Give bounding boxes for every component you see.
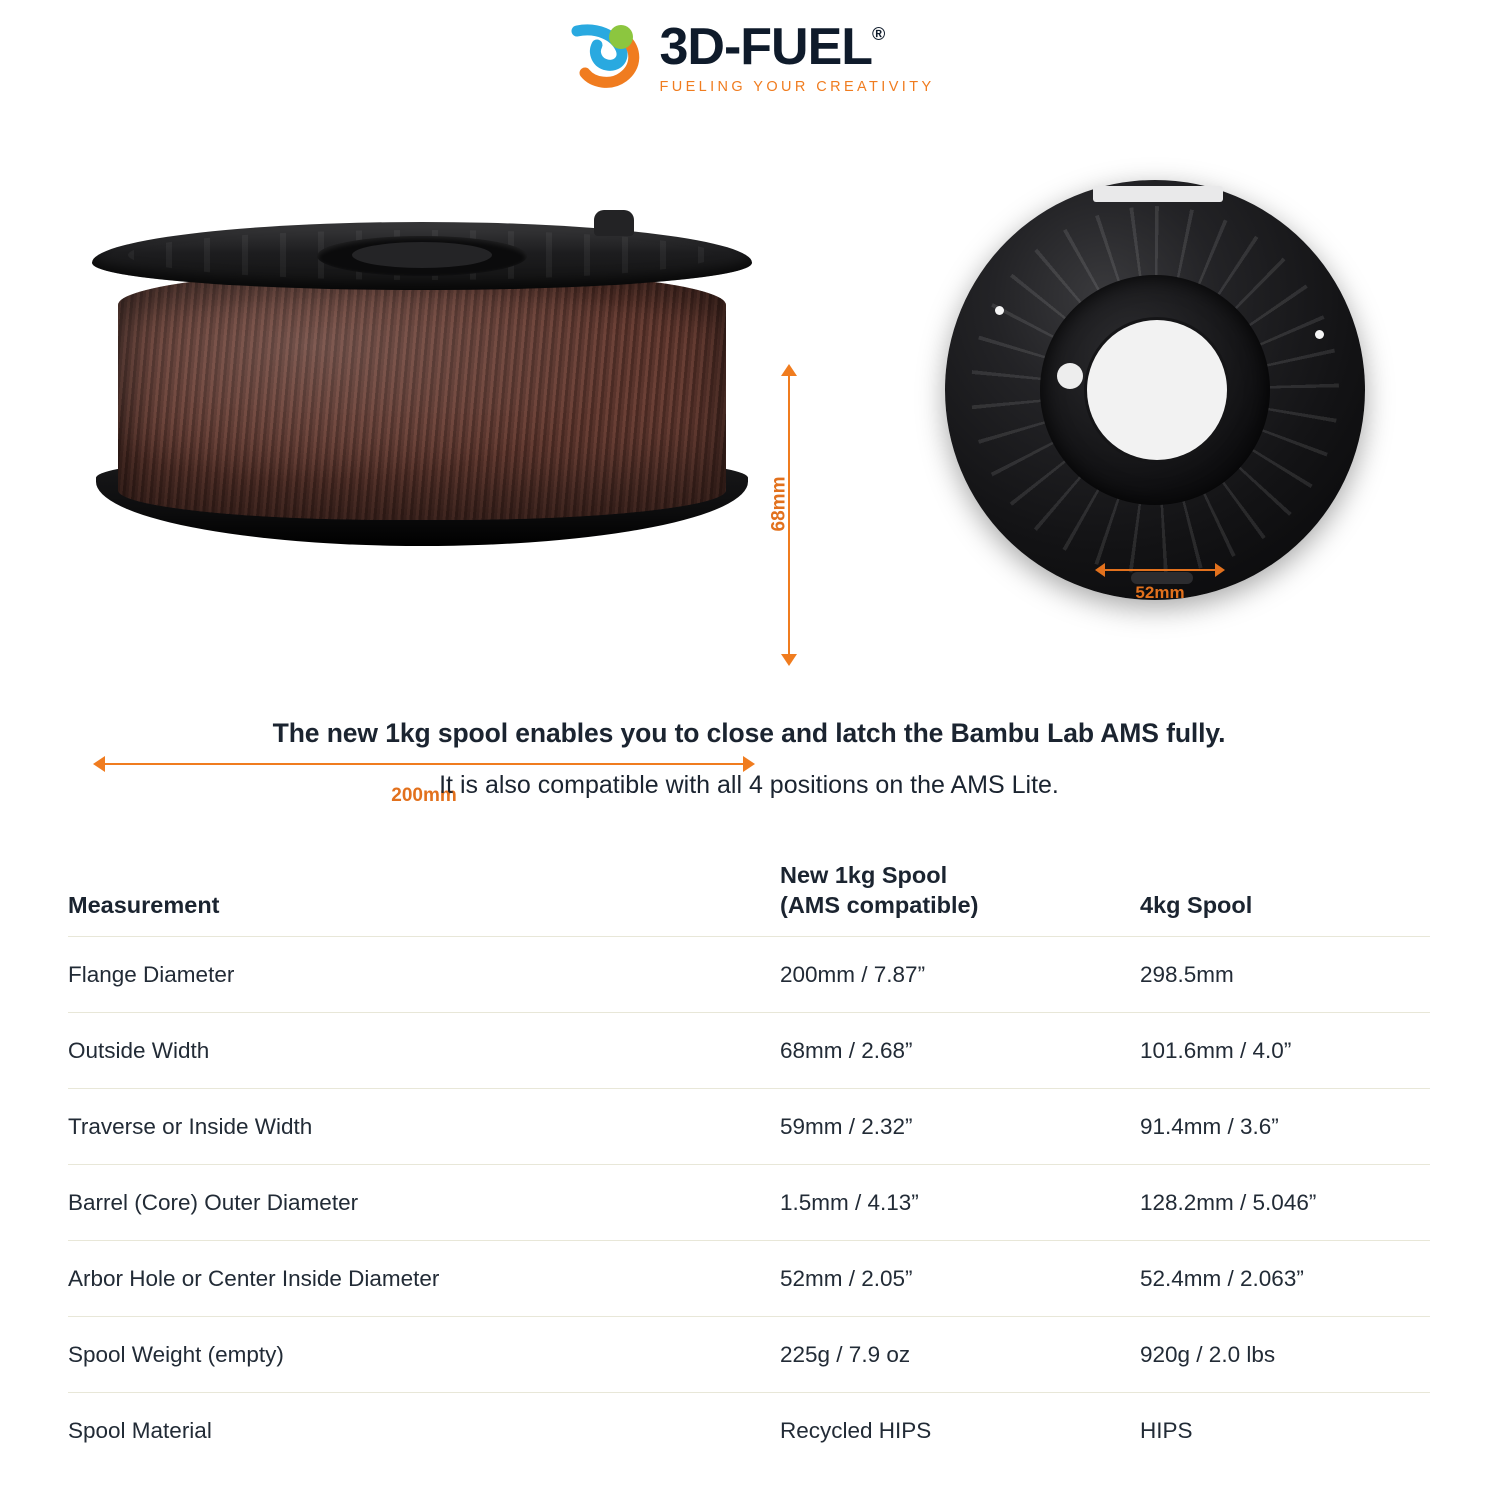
cell-4kg: 298.5mm: [1140, 937, 1430, 1013]
cell-measurement: Spool Weight (empty): [68, 1317, 780, 1393]
table-header-row: [68, 860, 1430, 937]
logo: [563, 15, 934, 101]
spec-table: [68, 860, 1430, 1468]
spool-vent-hole-right: [1315, 330, 1324, 339]
cell-measurement: Spool Material: [68, 1393, 780, 1469]
3d-fuel-swoosh-icon: [563, 15, 649, 101]
headline-line-1: The new 1kg spool enables you to close and latch the Bambu Lab AMS fully.: [272, 718, 1226, 748]
cell-measurement: Arbor Hole or Center Inside Diameter: [68, 1241, 780, 1317]
cell-measurement: Barrel (Core) Outer Diameter: [68, 1165, 780, 1241]
column-header-measurement: Measurement: [68, 892, 220, 919]
cell-4kg: 52.4mm / 2.063”: [1140, 1241, 1430, 1317]
cell-measurement: Flange Diameter: [68, 937, 780, 1013]
logo-brand: [659, 18, 934, 77]
brand-header: [0, 8, 1498, 108]
dimension-width-label: 200mm: [391, 785, 457, 806]
cell-new-1kg: Recycled HIPS: [780, 1393, 1140, 1469]
spool-vent-hole-left: [995, 306, 1004, 315]
cell-4kg: 128.2mm / 5.046”: [1140, 1165, 1430, 1241]
table-row: [68, 937, 1430, 1013]
spool-top-flange: [92, 222, 752, 290]
arrowhead-down-icon: [781, 654, 797, 666]
cell-measurement: Outside Width: [68, 1013, 780, 1089]
spool-top-notch: [1093, 186, 1223, 202]
table-row: [68, 1241, 1430, 1317]
table-row: [68, 1089, 1430, 1165]
arrowhead-left-icon: [1095, 563, 1105, 577]
cell-new-1kg: 225g / 7.9 oz: [780, 1317, 1140, 1393]
arrowhead-up-icon: [781, 364, 797, 376]
table-row: [68, 1393, 1430, 1469]
spool-hub-inner: [352, 242, 492, 268]
logo-tagline: FUELING YOUR CREATIVITY: [659, 79, 935, 96]
spool-arbor-hole: [1087, 320, 1227, 460]
logo-brand-text: 3D-FUEL: [659, 18, 873, 77]
spool-side-view-image: [92, 222, 752, 552]
cell-measurement: Traverse or Inside Width: [68, 1089, 780, 1165]
cell-4kg: 91.4mm / 3.6”: [1140, 1089, 1430, 1165]
cell-4kg: 920g / 2.0 lbs: [1140, 1317, 1430, 1393]
table-row: [68, 1165, 1430, 1241]
dimension-core-arrow: [1104, 569, 1216, 602]
filament-wound-brown: [118, 270, 726, 520]
cell-new-1kg: 68mm / 2.68”: [780, 1013, 1140, 1089]
arrowhead-right-icon: [1215, 563, 1225, 577]
dimension-height-arrow: [768, 375, 790, 655]
column-header-new-1kg-line2: (AMS compatible): [780, 892, 979, 919]
headline-block: [0, 718, 1498, 800]
cell-4kg: HIPS: [1140, 1393, 1430, 1469]
spec-table-head: [68, 860, 1430, 937]
column-header-new-1kg-line1: New 1kg Spool: [780, 862, 948, 888]
cell-new-1kg: 200mm / 7.87”: [780, 937, 1140, 1013]
headline-line-2: It is also compatible with all 4 positions on the AMS Lite.: [439, 771, 1059, 799]
spool-side-hole: [1057, 363, 1083, 389]
spec-table-body: [68, 937, 1430, 1469]
dimension-core-label: 52mm: [1135, 583, 1185, 602]
cell-4kg: 101.6mm / 4.0”: [1140, 1013, 1430, 1089]
column-header-new-1kg-spool: [780, 860, 1140, 937]
table-row: [68, 1317, 1430, 1393]
cell-new-1kg: 52mm / 2.05”: [780, 1241, 1140, 1317]
table-row: [68, 1013, 1430, 1089]
spool-face-view-image: [945, 180, 1365, 600]
dimension-height-label: 68mm: [768, 476, 790, 532]
registered-mark: ®: [872, 24, 885, 45]
spool-filament-clip: [594, 210, 634, 236]
column-header-4kg-spool: 4kg Spool: [1140, 892, 1253, 919]
logo-text: [659, 18, 935, 96]
cell-new-1kg: 59mm / 2.32”: [780, 1089, 1140, 1165]
cell-new-1kg: 1.5mm / 4.13”: [780, 1165, 1140, 1241]
